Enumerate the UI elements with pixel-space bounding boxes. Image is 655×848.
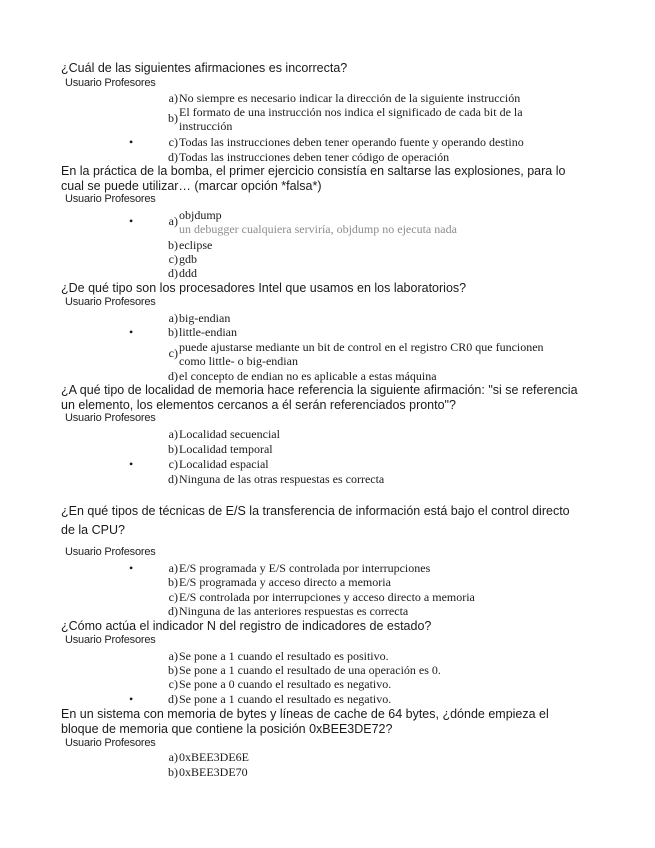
option-letter: b) (168, 442, 178, 456)
option-text: 0xBEE3DE6E (179, 750, 249, 764)
option-text: Todas las instrucciones deben tener operando fuente y operando destino (179, 135, 524, 149)
option-text: E/S programada y acceso directo a memoria (179, 575, 391, 589)
question-6-text: ¿Cómo actúa el indicador N del registro de indicadores de estado? (61, 619, 432, 633)
option-letter: a) (168, 561, 178, 575)
option-text: gdb (179, 252, 197, 266)
question-6-meta: Usuario Profesores (65, 634, 156, 646)
option-text: Localidad espacial (179, 457, 269, 471)
option-letter: d) (168, 604, 178, 618)
answer-bullet: • (129, 692, 134, 706)
question-1-text: ¿Cuál de las siguientes afirmaciones es incorrecta? (61, 61, 348, 75)
option-text: Localidad secuencial (179, 427, 280, 441)
option-text: Todas las instrucciones deben tener código de operación (179, 150, 450, 164)
option-text: Ninguna de las otras respuestas es correcta (179, 472, 385, 486)
option-letter: a) (168, 750, 178, 764)
option-letter: c) (168, 677, 178, 691)
answer-bullet: • (129, 214, 134, 228)
option-text-wrap (179, 208, 559, 236)
option-text: 0xBEE3DE70 (179, 765, 248, 779)
option-text: puede ajustarse mediante un bit de control en el registro CR0 que funcionen como little- o big-endian (179, 340, 544, 368)
option-letter: b) (168, 663, 178, 677)
option-text: E/S programada y E/S controlada por interrupciones (179, 561, 431, 575)
option-letter: b) (168, 765, 178, 779)
option-text: El formato de una instrucción nos indica el significado de cada bit de la instrucción (179, 105, 523, 133)
option-letter: d) (168, 472, 178, 486)
option-letter: d) (168, 369, 178, 383)
option-letter: c) (168, 457, 178, 471)
option-text: Se pone a 1 cuando el resultado es negativo. (179, 692, 392, 706)
option-letter: b) (168, 325, 178, 339)
answer-bullet: • (129, 135, 134, 149)
option-letter: d) (168, 150, 178, 164)
option-text: Localidad temporal (179, 442, 273, 456)
option-letter: a) (168, 91, 178, 105)
option-note: un debugger cualquiera serviría, objdump no ejecuta nada (179, 222, 457, 236)
question-1-meta: Usuario Profesores (65, 77, 156, 89)
option-text: Se pone a 1 cuando el resultado es positivo. (179, 649, 389, 663)
option-letter: c) (168, 135, 178, 149)
question-3-meta: Usuario Profesores (65, 296, 156, 308)
question-7-meta: Usuario Profesores (65, 737, 156, 749)
option-text: Ninguna de las anteriores respuestas es correcta (179, 604, 409, 618)
question-4-meta: Usuario Profesores (65, 412, 156, 424)
option-text: eclipse (179, 238, 213, 252)
question-2-text: En la práctica de la bomba, el primer ejercicio consistía en saltarse las explosiones, para lo cual se puede utilizar… (marcar opción *falsa*) (61, 164, 566, 193)
question-7-text: En un sistema con memoria de bytes y líneas de cache de 64 bytes, ¿dónde empieza el bloque de memoria que contiene la posición 0xBEE3DE72? (61, 707, 549, 736)
option-text: big-endian (179, 311, 231, 325)
question-5-meta: Usuario Profesores (65, 546, 156, 558)
option-text: ddd (179, 266, 197, 280)
option-letter: c) (168, 590, 178, 604)
option-letter: c) (168, 346, 178, 360)
option-letter: d) (168, 266, 178, 280)
question-2-meta: Usuario Profesores (65, 193, 156, 205)
option-text: No siempre es necesario indicar la dirección de la siguiente instrucción (179, 91, 521, 105)
answer-bullet: • (129, 561, 134, 575)
option-letter: b) (168, 111, 178, 125)
answer-bullet: • (129, 325, 134, 339)
option-text: E/S controlada por interrupciones y acceso directo a memoria (179, 590, 475, 604)
option-letter: a) (168, 311, 178, 325)
option-text: Se pone a 0 cuando el resultado es negativo. (179, 677, 392, 691)
option-letter: c) (168, 252, 178, 266)
option-text: objdump (179, 208, 222, 222)
option-letter: a) (168, 427, 178, 441)
option-letter: b) (168, 575, 178, 589)
question-5-text: ¿En qué tipos de técnicas de E/S la transferencia de información está bajo el control directo de la CPU? (61, 504, 570, 537)
option-text: el concepto de endian no es aplicable a estas máquina (179, 369, 437, 383)
question-3-text: ¿De qué tipo son los procesadores Intel que usamos en los laboratorios? (61, 281, 467, 295)
question-4-text: ¿A qué tipo de localidad de memoria hace referencia la siguiente afirmación: "si se referencia un elemento, los elementos cercanos a él serán referenciados pronto"? (61, 383, 578, 412)
option-letter: a) (168, 649, 178, 663)
option-letter: a) (168, 214, 178, 228)
option-text: little-endian (179, 325, 237, 339)
answer-bullet: • (129, 457, 134, 471)
option-letter: d) (168, 692, 178, 706)
option-text: Se pone a 1 cuando el resultado de una operación es 0. (179, 663, 441, 677)
option-letter: b) (168, 238, 178, 252)
